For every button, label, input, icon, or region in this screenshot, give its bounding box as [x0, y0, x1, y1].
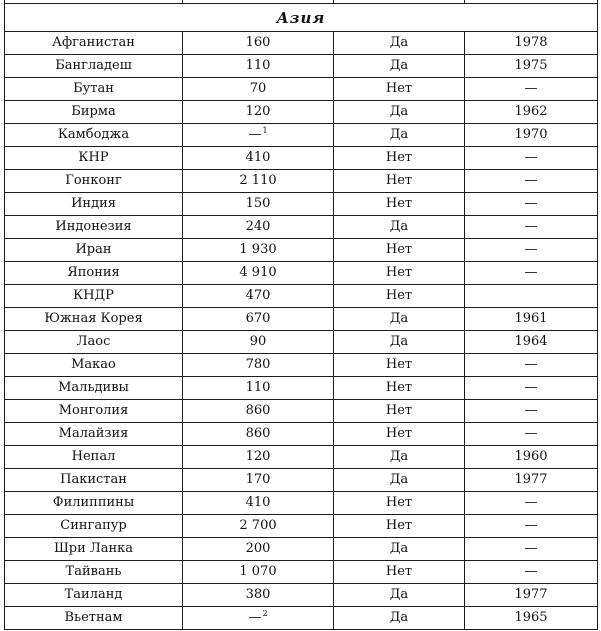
- year-cell: [465, 170, 598, 193]
- value-cell: [183, 262, 334, 285]
- flag-cell-text: Нет: [385, 173, 413, 188]
- value-cell-text: 1 070: [239, 564, 277, 579]
- year-cell-text: 1960: [514, 449, 548, 464]
- year-cell: [465, 308, 598, 331]
- year-cell-text: —: [524, 380, 538, 395]
- value-cell: [183, 308, 334, 331]
- flag-cell-text: Нет: [385, 150, 413, 165]
- year-cell: [465, 423, 598, 446]
- value-cell: [183, 584, 334, 607]
- value-cell: [183, 170, 334, 193]
- value-cell-text: 170: [245, 472, 271, 487]
- value-cell: [183, 239, 334, 262]
- year-cell: [465, 78, 598, 101]
- country-cell: [5, 584, 183, 607]
- table-row: [5, 170, 598, 193]
- value-cell-text: —: [248, 610, 262, 625]
- country-cell: [5, 170, 183, 193]
- flag-cell-text: Да: [389, 334, 409, 349]
- year-cell: [465, 55, 598, 78]
- country-cell: [5, 423, 183, 446]
- table-row: [5, 216, 598, 239]
- table-row: [5, 607, 598, 630]
- value-cell: [183, 515, 334, 538]
- country-cell: [5, 561, 183, 584]
- flag-cell-text: Нет: [385, 380, 413, 395]
- table-row: [5, 55, 598, 78]
- country-cell-text: Япония: [67, 265, 120, 280]
- year-cell: [465, 515, 598, 538]
- flag-cell: [334, 515, 465, 538]
- value-cell-text: 160: [245, 35, 271, 50]
- table-row: [5, 561, 598, 584]
- country-cell-text: Камбоджа: [57, 127, 130, 142]
- year-cell-text: —: [524, 403, 538, 418]
- value-cell: [183, 147, 334, 170]
- year-cell-text: 1964: [514, 334, 548, 349]
- flag-cell: [334, 377, 465, 400]
- flag-cell-text: Нет: [385, 426, 413, 441]
- year-cell: [465, 331, 598, 354]
- country-cell-text: Мальдивы: [58, 380, 129, 395]
- section-header-row: [5, 4, 598, 32]
- flag-cell: [334, 584, 465, 607]
- flag-cell-text: Да: [389, 610, 409, 625]
- country-cell: [5, 308, 183, 331]
- table-row: [5, 400, 598, 423]
- flag-cell: [334, 193, 465, 216]
- country-cell: [5, 78, 183, 101]
- value-cell: [183, 423, 334, 446]
- country-cell: [5, 354, 183, 377]
- year-cell: [465, 101, 598, 124]
- footnote-marker: 2: [262, 608, 268, 618]
- year-cell-text: —: [524, 81, 538, 96]
- year-cell-text: —: [524, 426, 538, 441]
- year-cell: [465, 285, 598, 308]
- country-cell-text: Сингапур: [60, 518, 127, 533]
- table-row: [5, 446, 598, 469]
- year-cell-text: —: [524, 541, 538, 556]
- value-cell: [183, 607, 334, 630]
- value-cell: [183, 124, 334, 147]
- table-row: [5, 584, 598, 607]
- country-cell-text: Таиланд: [64, 587, 123, 602]
- value-cell-text: 4 910: [239, 265, 277, 280]
- year-cell: [465, 124, 598, 147]
- section-title: Азия: [5, 4, 598, 32]
- country-cell: [5, 469, 183, 492]
- year-cell-text: —: [524, 518, 538, 533]
- country-cell: [5, 515, 183, 538]
- year-cell: [465, 538, 598, 561]
- value-cell: [183, 285, 334, 308]
- country-cell-text: Гонконг: [65, 173, 122, 188]
- year-cell: [465, 239, 598, 262]
- country-cell: [5, 124, 183, 147]
- flag-cell-text: Да: [389, 541, 409, 556]
- year-cell-text: —: [524, 196, 538, 211]
- value-cell-text: 670: [245, 311, 271, 326]
- country-cell: [5, 239, 183, 262]
- year-cell-text: 1975: [514, 58, 548, 73]
- flag-cell: [334, 78, 465, 101]
- flag-cell-text: Нет: [385, 403, 413, 418]
- country-cell-text: Пакистан: [60, 472, 127, 487]
- country-cell-text: Тайвань: [65, 564, 122, 579]
- year-cell-text: 1978: [514, 35, 548, 50]
- value-cell-text: 860: [245, 403, 271, 418]
- country-cell-text: Малайзия: [58, 426, 129, 441]
- flag-cell: [334, 262, 465, 285]
- value-cell: [183, 469, 334, 492]
- table-row: [5, 354, 598, 377]
- country-cell-text: Южная Корея: [44, 311, 143, 326]
- value-cell: [183, 55, 334, 78]
- year-cell-text: 1961: [514, 311, 548, 326]
- year-cell-text: —: [524, 150, 538, 165]
- year-cell: [465, 216, 598, 239]
- flag-cell: [334, 607, 465, 630]
- year-cell: [465, 147, 598, 170]
- value-cell: [183, 400, 334, 423]
- value-cell-text: 410: [245, 495, 271, 510]
- country-cell: [5, 147, 183, 170]
- value-cell-text: 150: [245, 196, 271, 211]
- year-cell-text: 1965: [514, 610, 548, 625]
- value-cell-text: 120: [245, 449, 271, 464]
- flag-cell: [334, 538, 465, 561]
- country-cell-text: Вьетнам: [64, 610, 123, 625]
- country-cell: [5, 446, 183, 469]
- year-cell: [465, 193, 598, 216]
- value-cell-text: 90: [249, 334, 267, 349]
- year-cell-text: —: [524, 495, 538, 510]
- year-cell-text: —: [524, 219, 538, 234]
- table-row: [5, 538, 598, 561]
- country-cell-text: Шри Ланка: [53, 541, 134, 556]
- table-row: [5, 32, 598, 55]
- flag-cell-text: Да: [389, 104, 409, 119]
- flag-cell-text: Да: [389, 219, 409, 234]
- country-cell-text: КНР: [78, 150, 109, 165]
- flag-cell-text: Нет: [385, 265, 413, 280]
- flag-cell-text: Да: [389, 472, 409, 487]
- table-row: [5, 331, 598, 354]
- value-cell-text: 70: [249, 81, 267, 96]
- value-cell-text: 2 700: [239, 518, 277, 533]
- country-cell-text: Афганистан: [52, 35, 135, 50]
- country-cell: [5, 55, 183, 78]
- table-row: [5, 285, 598, 308]
- country-cell-text: Непал: [71, 449, 116, 464]
- flag-cell: [334, 331, 465, 354]
- flag-cell: [334, 423, 465, 446]
- value-cell: [183, 193, 334, 216]
- value-cell: [183, 538, 334, 561]
- value-cell-text: 120: [245, 104, 271, 119]
- country-cell: [5, 262, 183, 285]
- table-row: [5, 492, 598, 515]
- flag-cell: [334, 561, 465, 584]
- value-cell: [183, 78, 334, 101]
- value-cell-text: 110: [245, 380, 271, 395]
- country-cell: [5, 32, 183, 55]
- country-cell: [5, 331, 183, 354]
- value-cell-text: 110: [245, 58, 271, 73]
- value-cell-text: 380: [245, 587, 271, 602]
- country-cell-text: Индонезия: [55, 219, 132, 234]
- year-cell-text: 1977: [514, 587, 548, 602]
- flag-cell: [334, 239, 465, 262]
- country-cell: [5, 285, 183, 308]
- year-cell-text: 1977: [514, 472, 548, 487]
- asia-data-table: [4, 0, 598, 630]
- table-row: [5, 239, 598, 262]
- table-row: [5, 469, 598, 492]
- table-row: [5, 101, 598, 124]
- value-cell-text: 1 930: [239, 242, 277, 257]
- country-cell: [5, 193, 183, 216]
- year-cell: [465, 584, 598, 607]
- flag-cell: [334, 55, 465, 78]
- country-cell: [5, 101, 183, 124]
- year-cell: [465, 262, 598, 285]
- value-cell-text: 2 110: [239, 173, 277, 188]
- footnote-marker: 1: [262, 125, 268, 135]
- value-cell-text: 470: [245, 288, 271, 303]
- year-cell-text: —: [524, 265, 538, 280]
- country-cell: [5, 216, 183, 239]
- country-cell: [5, 377, 183, 400]
- flag-cell: [334, 469, 465, 492]
- flag-cell-text: Нет: [385, 288, 413, 303]
- value-cell: [183, 331, 334, 354]
- year-cell: [465, 561, 598, 584]
- flag-cell-text: Да: [389, 311, 409, 326]
- year-cell-text: —: [524, 357, 538, 372]
- year-cell: [465, 469, 598, 492]
- year-cell-text: —: [524, 173, 538, 188]
- value-cell-text: 410: [245, 150, 271, 165]
- country-cell: [5, 492, 183, 515]
- country-cell-text: Лаос: [76, 334, 111, 349]
- country-cell-text: Бутан: [73, 81, 114, 96]
- flag-cell-text: Да: [389, 127, 409, 142]
- table-body: [5, 0, 598, 630]
- country-cell-text: Иран: [75, 242, 112, 257]
- value-cell-text: —: [248, 127, 262, 142]
- flag-cell-text: Да: [389, 58, 409, 73]
- table-row: [5, 423, 598, 446]
- year-cell-text: —: [524, 564, 538, 579]
- flag-cell: [334, 147, 465, 170]
- country-cell: [5, 400, 183, 423]
- flag-cell-text: Нет: [385, 495, 413, 510]
- value-cell: [183, 32, 334, 55]
- flag-cell: [334, 101, 465, 124]
- value-cell-text: 200: [245, 541, 271, 556]
- flag-cell: [334, 308, 465, 331]
- flag-cell-text: Нет: [385, 357, 413, 372]
- value-cell: [183, 354, 334, 377]
- flag-cell: [334, 285, 465, 308]
- table-row: [5, 308, 598, 331]
- flag-cell-text: Да: [389, 449, 409, 464]
- table-row: [5, 515, 598, 538]
- year-cell-text: 1962: [514, 104, 548, 119]
- country-cell-text: Филиппины: [52, 495, 135, 510]
- value-cell-text: 780: [245, 357, 271, 372]
- flag-cell-text: Нет: [385, 564, 413, 579]
- flag-cell-text: Нет: [385, 242, 413, 257]
- table-row: [5, 377, 598, 400]
- country-cell-text: Бангладеш: [55, 58, 132, 73]
- year-cell: [465, 492, 598, 515]
- flag-cell: [334, 492, 465, 515]
- year-cell: [465, 354, 598, 377]
- flag-cell-text: Нет: [385, 196, 413, 211]
- country-cell: [5, 607, 183, 630]
- table-row: [5, 147, 598, 170]
- flag-cell: [334, 124, 465, 147]
- value-cell: [183, 561, 334, 584]
- year-cell: [465, 607, 598, 630]
- value-cell-text: 860: [245, 426, 271, 441]
- value-cell-text: 240: [245, 219, 271, 234]
- country-cell: [5, 538, 183, 561]
- country-cell-text: Макао: [71, 357, 116, 372]
- flag-cell: [334, 216, 465, 239]
- country-cell-text: Бирма: [71, 104, 116, 119]
- flag-cell-text: Нет: [385, 518, 413, 533]
- table-row: [5, 124, 598, 147]
- value-cell: [183, 377, 334, 400]
- value-cell: [183, 446, 334, 469]
- table-row: [5, 193, 598, 216]
- year-cell: [465, 446, 598, 469]
- table-row: [5, 262, 598, 285]
- year-cell: [465, 377, 598, 400]
- value-cell: [183, 216, 334, 239]
- value-cell: [183, 492, 334, 515]
- flag-cell-text: Да: [389, 587, 409, 602]
- flag-cell: [334, 354, 465, 377]
- flag-cell-text: Нет: [385, 81, 413, 96]
- table-row: [5, 78, 598, 101]
- year-cell-text: —: [524, 242, 538, 257]
- country-cell-text: Индия: [71, 196, 116, 211]
- flag-cell: [334, 446, 465, 469]
- country-cell-text: КНДР: [73, 288, 114, 303]
- flag-cell: [334, 400, 465, 423]
- country-cell-text: Монголия: [58, 403, 129, 418]
- year-cell-text: 1970: [514, 127, 548, 142]
- flag-cell: [334, 170, 465, 193]
- value-cell: [183, 101, 334, 124]
- flag-cell: [334, 32, 465, 55]
- year-cell: [465, 400, 598, 423]
- flag-cell-text: Да: [389, 35, 409, 50]
- year-cell: [465, 32, 598, 55]
